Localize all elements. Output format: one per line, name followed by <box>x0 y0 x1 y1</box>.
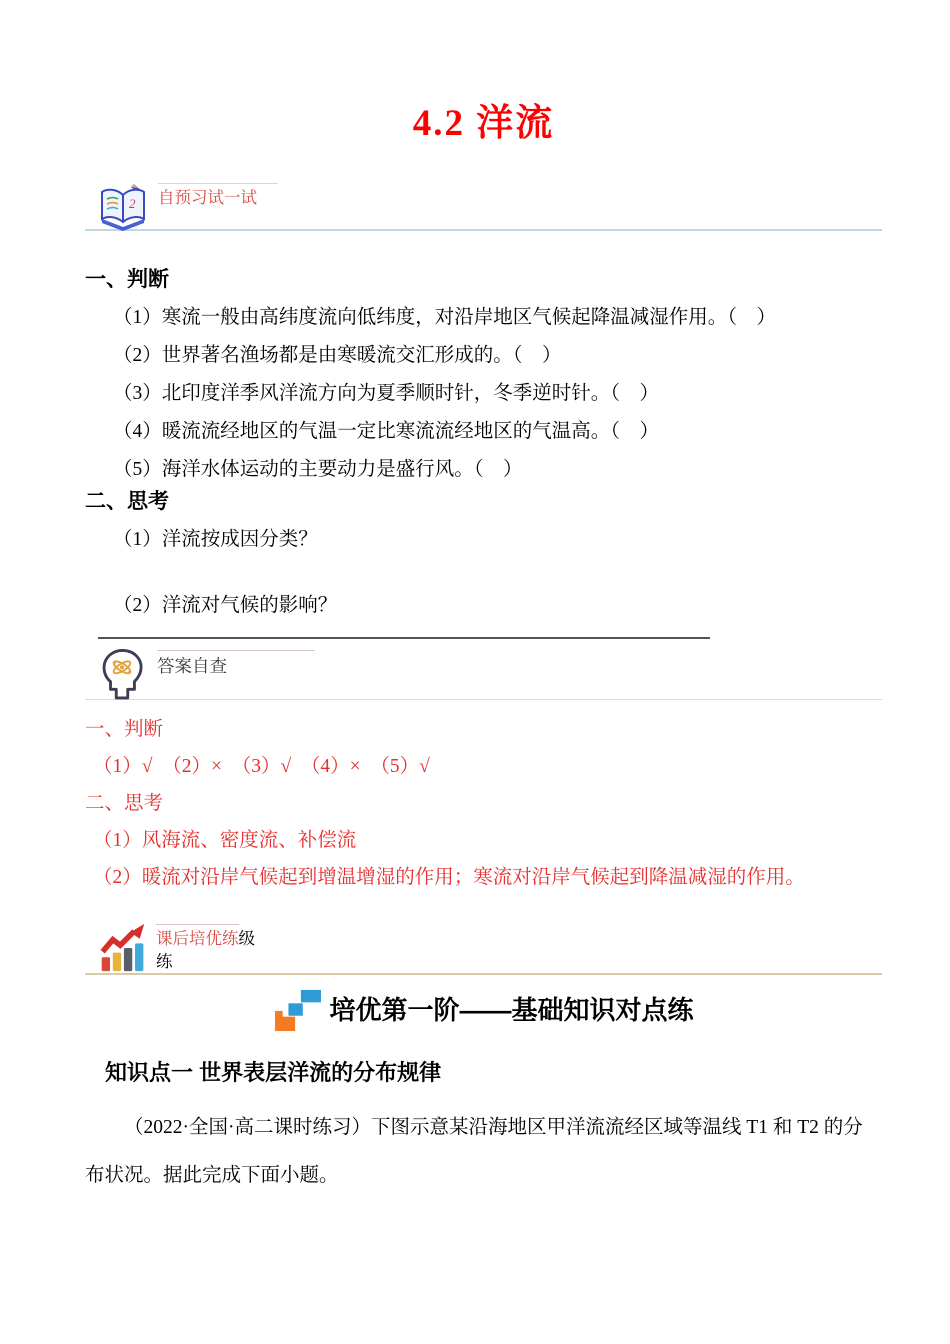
think-item-2: （2）洋流对气候的影响？ <box>113 595 338 616</box>
open-book-pencil-icon <box>98 181 148 229</box>
judge-item-5: （5）海洋水体运动的主要动力是盛行风。（ ） <box>113 459 523 480</box>
practice-section-banner <box>85 923 882 975</box>
stage-title: 培优第一阶——基础知识对点练 <box>329 995 694 1025</box>
answers-section-banner <box>85 648 882 700</box>
page-title: 4.2 洋流 <box>412 103 555 144</box>
preview-label: 自预习试一试 <box>158 183 278 209</box>
practice-label-suffix: 级 <box>238 929 255 948</box>
light-divider <box>85 699 882 700</box>
judge-item-2: （2）世界著名渔场都是由寒暖流交汇形成的。（ ） <box>113 345 562 366</box>
practice-label <box>156 923 255 973</box>
stage-title-row <box>85 988 882 1032</box>
think-item-1: （1）洋流按成因分类？ <box>113 529 318 550</box>
judge-list <box>85 299 882 489</box>
answers-think-item-1: （1）风海流、密度流、补偿流 <box>93 830 357 851</box>
preview-section-banner <box>85 181 882 231</box>
answers-think-heading: 二、思考 <box>85 793 164 814</box>
judge-item-3: （3）北印度洋季风洋流方向为夏季顺时针，冬季逆时针。（ ） <box>113 383 660 404</box>
think-list <box>85 521 882 625</box>
answers-judge-values: （1）√ （2）× （3）√ （4）× （5）√ <box>93 756 430 777</box>
dark-divider <box>98 637 710 639</box>
practice-label-line2: 练 <box>156 952 173 971</box>
knowledge-point-heading: 知识点一 世界表层洋流的分布规律 <box>105 1060 442 1085</box>
svg-text:2: 2 <box>129 196 136 211</box>
judge-item-1: （1）寒流一般由高纬度流向低纬度，对沿岸地区气候起降温减湿作用。（ ） <box>113 307 777 328</box>
answers-judge-heading: 一、判断 <box>85 719 164 740</box>
bar-chart-arrow-icon <box>98 923 148 971</box>
answers-think-item-2: （2）暖流对沿岸气候起到增温增湿的作用；寒流对沿岸气候起到降温减湿的作用。 <box>93 867 805 888</box>
judge-heading: 一、判断 <box>85 268 169 291</box>
answers-block <box>85 711 882 896</box>
judge-item-4: （4）暖流流经地区的气温一定比寒流流经地区的气温高。（ ） <box>113 421 660 442</box>
head-idea-icon <box>100 648 144 700</box>
stairs-steps-icon <box>273 988 323 1032</box>
think-heading: 二、思考 <box>85 490 169 513</box>
question-intro: （2022·全国·高二课时练习）下图示意某沿海地区甲洋流流经区域等温线 T1 和 T2 的分布状况。据此完成下面小题。 <box>85 1117 863 1186</box>
practice-label-red: 课后培优练 <box>156 924 239 950</box>
answers-label: 答案自查 <box>157 650 315 678</box>
